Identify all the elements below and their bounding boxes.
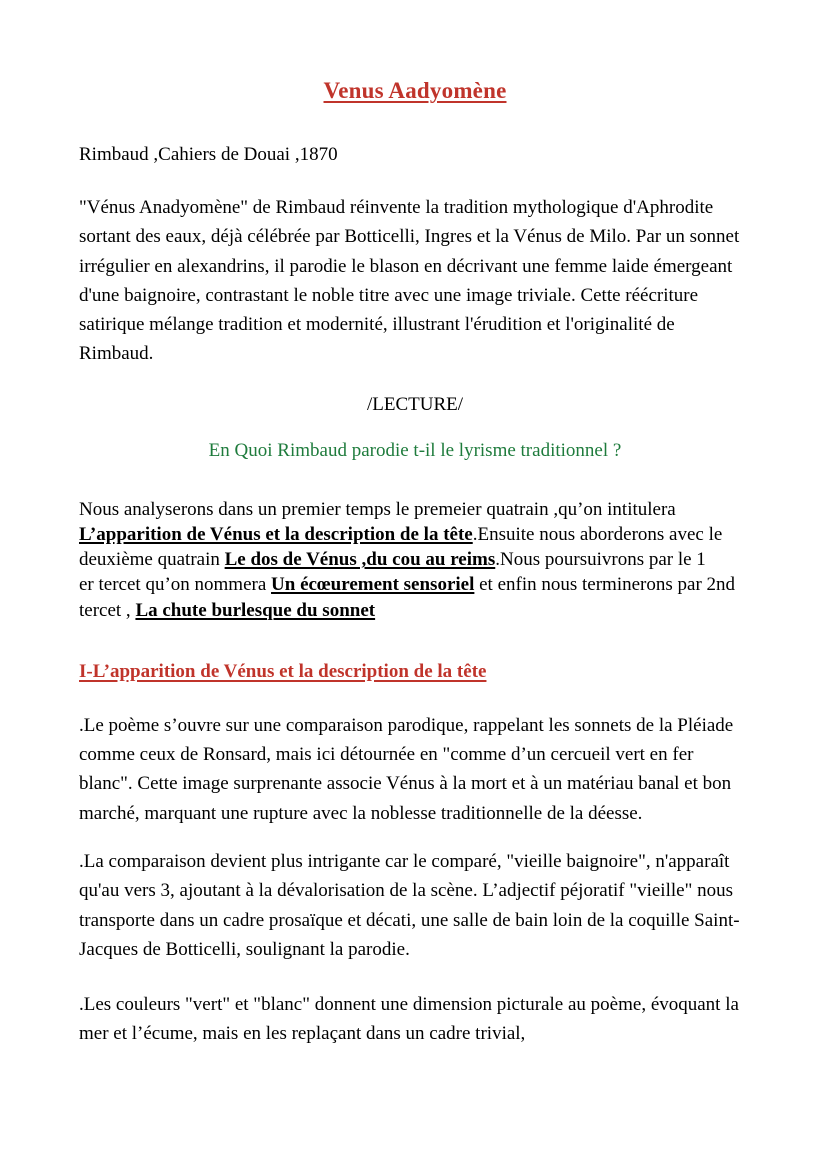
introduction-paragraph: "Vénus Anadyomène" de Rimbaud réinvente la tradition mythologique d'Aphrodite sortant des eaux, déjà célébrée par Botticelli, Ingres et la Vénus de Milo. Par un sonnet irrégulier en alexandrins, il parodie le blason en décrivant une femme laide émergeant d'une baignoire, contrastant le noble titre avec une image triviale. Cette réécriture satirique mélange tradition et modernité, illustrant l'érudition et l'originalité de Rimbaud. [79, 197, 740, 365]
plan-part-2-title: Le dos de Vénus ,du cou au reims [224, 549, 496, 571]
plan-segment-1: Nous analyserons dans un premier temps le premeier quatrain ,qu’on intitulera [79, 498, 676, 520]
analysis-paragraph-1: .Le poème s’ouvre sur une comparaison parodique, rappelant les sonnets de la Pléiade comme ceux de Ronsard, mais ici détournée en "comme d’un cercueil vert en fer blanc". Cette image surprenante associe Vénus à la mort et à un matériau banal et bon marché, marquant une rupture avec la noblesse traditionnelle de la déesse. [79, 714, 734, 824]
plan-part-1-title: L’apparition de Vénus et la description de la tête [79, 523, 473, 545]
problematique-question: En Quoi Rimbaud parodie t-il le lyrisme traditionnel ? [208, 439, 622, 461]
plan-paragraph [79, 497, 751, 623]
lecture-marker: /LECTURE/ [366, 393, 464, 415]
section-heading-1: I-L’apparition de Vénus et la description de la tête [79, 660, 487, 682]
plan-part-3-title: Un écœurement sensoriel [271, 574, 475, 596]
document-content [79, 0, 751, 1068]
analysis-paragraph-3: .Les couleurs "vert" et "blanc" donnent une dimension picturale au poème, évoquant la mer et l’écume, mais en les replaçant dans un cadre trivial, [79, 994, 739, 1045]
plan-segment-3: .Nous poursuivrons par le 1 [495, 549, 706, 571]
analysis-paragraph-2: .La comparaison devient plus intrigante car le comparé, "vieille baignoire", n'apparaît qu'au vers 3, ajoutant à la dévalorisation de la scène. L’adjectif péjoratif "vieille" nous transporte dans un cadre prosaïque et décati, une salle de bain loin de la coquille Saint-Jacques de Botticelli, soulignant la parodie. [79, 850, 740, 960]
plan-segment-5: et enfin nous terminerons par 2nd tercet , [79, 574, 736, 621]
plan-segment-2: .Ensuite nous aborderons avec le deuxième quatrain [79, 523, 723, 571]
author-reference: Rimbaud ,Cahiers de Douai ,1870 [79, 144, 338, 165]
page-title: Venus Aadyomène [323, 78, 507, 103]
plan-part-4-title: La chute burlesque du sonnet [135, 599, 376, 621]
plan-segment-4: er tercet qu’on nommera [79, 574, 272, 596]
